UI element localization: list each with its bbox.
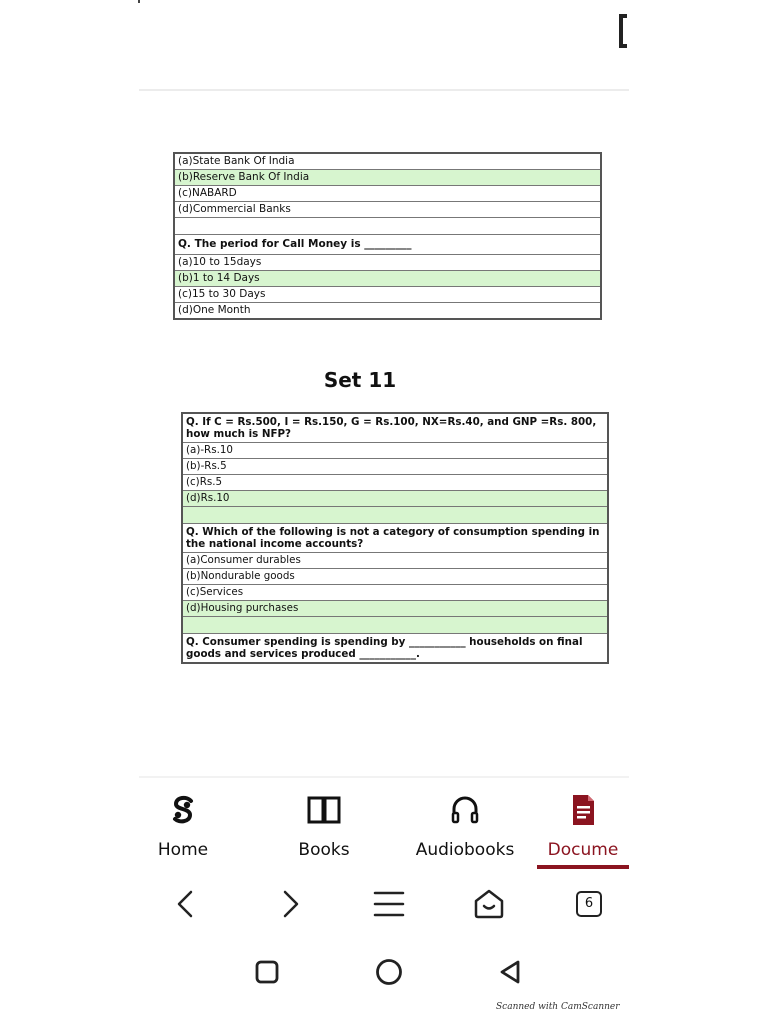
option-row-correct (174, 271, 601, 287)
active-tab-indicator (537, 865, 629, 869)
tabs-button[interactable] (569, 884, 609, 924)
option-row (182, 443, 608, 459)
option-text: (a)Consumer durables (182, 553, 608, 569)
document-icon (565, 792, 601, 828)
question-table-1 (173, 152, 602, 320)
recents-icon[interactable] (247, 952, 287, 992)
question-text: Q. The period for Call Money is _________ (174, 235, 601, 255)
option-text: (a)State Bank Of India (174, 153, 601, 170)
option-row (182, 553, 608, 569)
option-text: (a)-Rs.10 (182, 443, 608, 459)
back-triangle-icon[interactable] (490, 952, 530, 992)
option-text: (c)Services (182, 585, 608, 601)
tab-count: 6 (576, 891, 602, 917)
option-text: (a)10 to 15days (174, 255, 601, 271)
nav-documents[interactable] (528, 792, 638, 860)
option-text: (c)15 to 30 Days (174, 287, 601, 303)
option-row (174, 303, 601, 320)
status-tick (138, 0, 140, 3)
menu-icon[interactable] (369, 884, 409, 924)
option-row (174, 153, 601, 170)
option-text: (c)Rs.5 (182, 475, 608, 491)
option-text: (b)Reserve Bank Of India (174, 170, 601, 186)
book-icon (306, 792, 342, 828)
option-text: (d)Housing purchases (182, 601, 608, 617)
option-row-correct (182, 491, 608, 507)
option-text: (d)One Month (174, 303, 601, 320)
option-text: (b)Nondurable goods (182, 569, 608, 585)
header-divider (139, 89, 629, 91)
home-circle-icon[interactable] (369, 952, 409, 992)
nav-books[interactable] (259, 792, 389, 860)
option-row (182, 459, 608, 475)
question-row (174, 235, 601, 255)
nav-label: Books (298, 840, 350, 860)
option-text: (b)1 to 14 Days (174, 271, 601, 287)
back-icon[interactable] (166, 884, 206, 924)
question-text: Q. Which of the following is not a category of consumption spending in the national income accounts? (182, 524, 608, 553)
forward-icon[interactable] (270, 884, 310, 924)
option-text: (d)Commercial Banks (174, 202, 601, 218)
nav-audiobooks[interactable] (400, 792, 530, 860)
bracket-icon (619, 14, 627, 48)
scribd-logo-icon (165, 792, 201, 828)
nav-label: Docume (547, 840, 619, 860)
nav-divider (139, 776, 629, 778)
headphones-icon (447, 792, 483, 828)
option-row (174, 186, 601, 202)
set-title: Set 11 (323, 368, 397, 392)
option-row-correct (174, 170, 601, 186)
option-row (174, 287, 601, 303)
question-table-2 (181, 412, 609, 664)
blank-row (182, 617, 608, 634)
blank-row (174, 218, 601, 235)
question-row (182, 524, 608, 553)
option-row (174, 202, 601, 218)
nav-label: Audiobooks (415, 840, 515, 860)
home-icon[interactable] (469, 884, 509, 924)
question-row (182, 413, 608, 443)
option-text: (c)NABARD (174, 186, 601, 202)
option-row-correct (182, 601, 608, 617)
option-row (174, 255, 601, 271)
nav-label: Home (157, 840, 209, 860)
watermark-text: Scanned with CamScanner (496, 1002, 620, 1012)
nav-home[interactable] (118, 792, 248, 860)
option-row (182, 585, 608, 601)
option-row (182, 569, 608, 585)
question-text: Q. Consumer spending is spending by ___________ households on final goods and services produced ___________. (182, 634, 608, 664)
option-text: (d)Rs.10 (182, 491, 608, 507)
option-row (182, 475, 608, 491)
option-text: (b)-Rs.5 (182, 459, 608, 475)
question-text: Q. If C = Rs.500, I = Rs.150, G = Rs.100, NX=Rs.40, and GNP =Rs. 800, how much is NFP? (182, 413, 608, 443)
question-row (182, 634, 608, 664)
blank-row (182, 507, 608, 524)
